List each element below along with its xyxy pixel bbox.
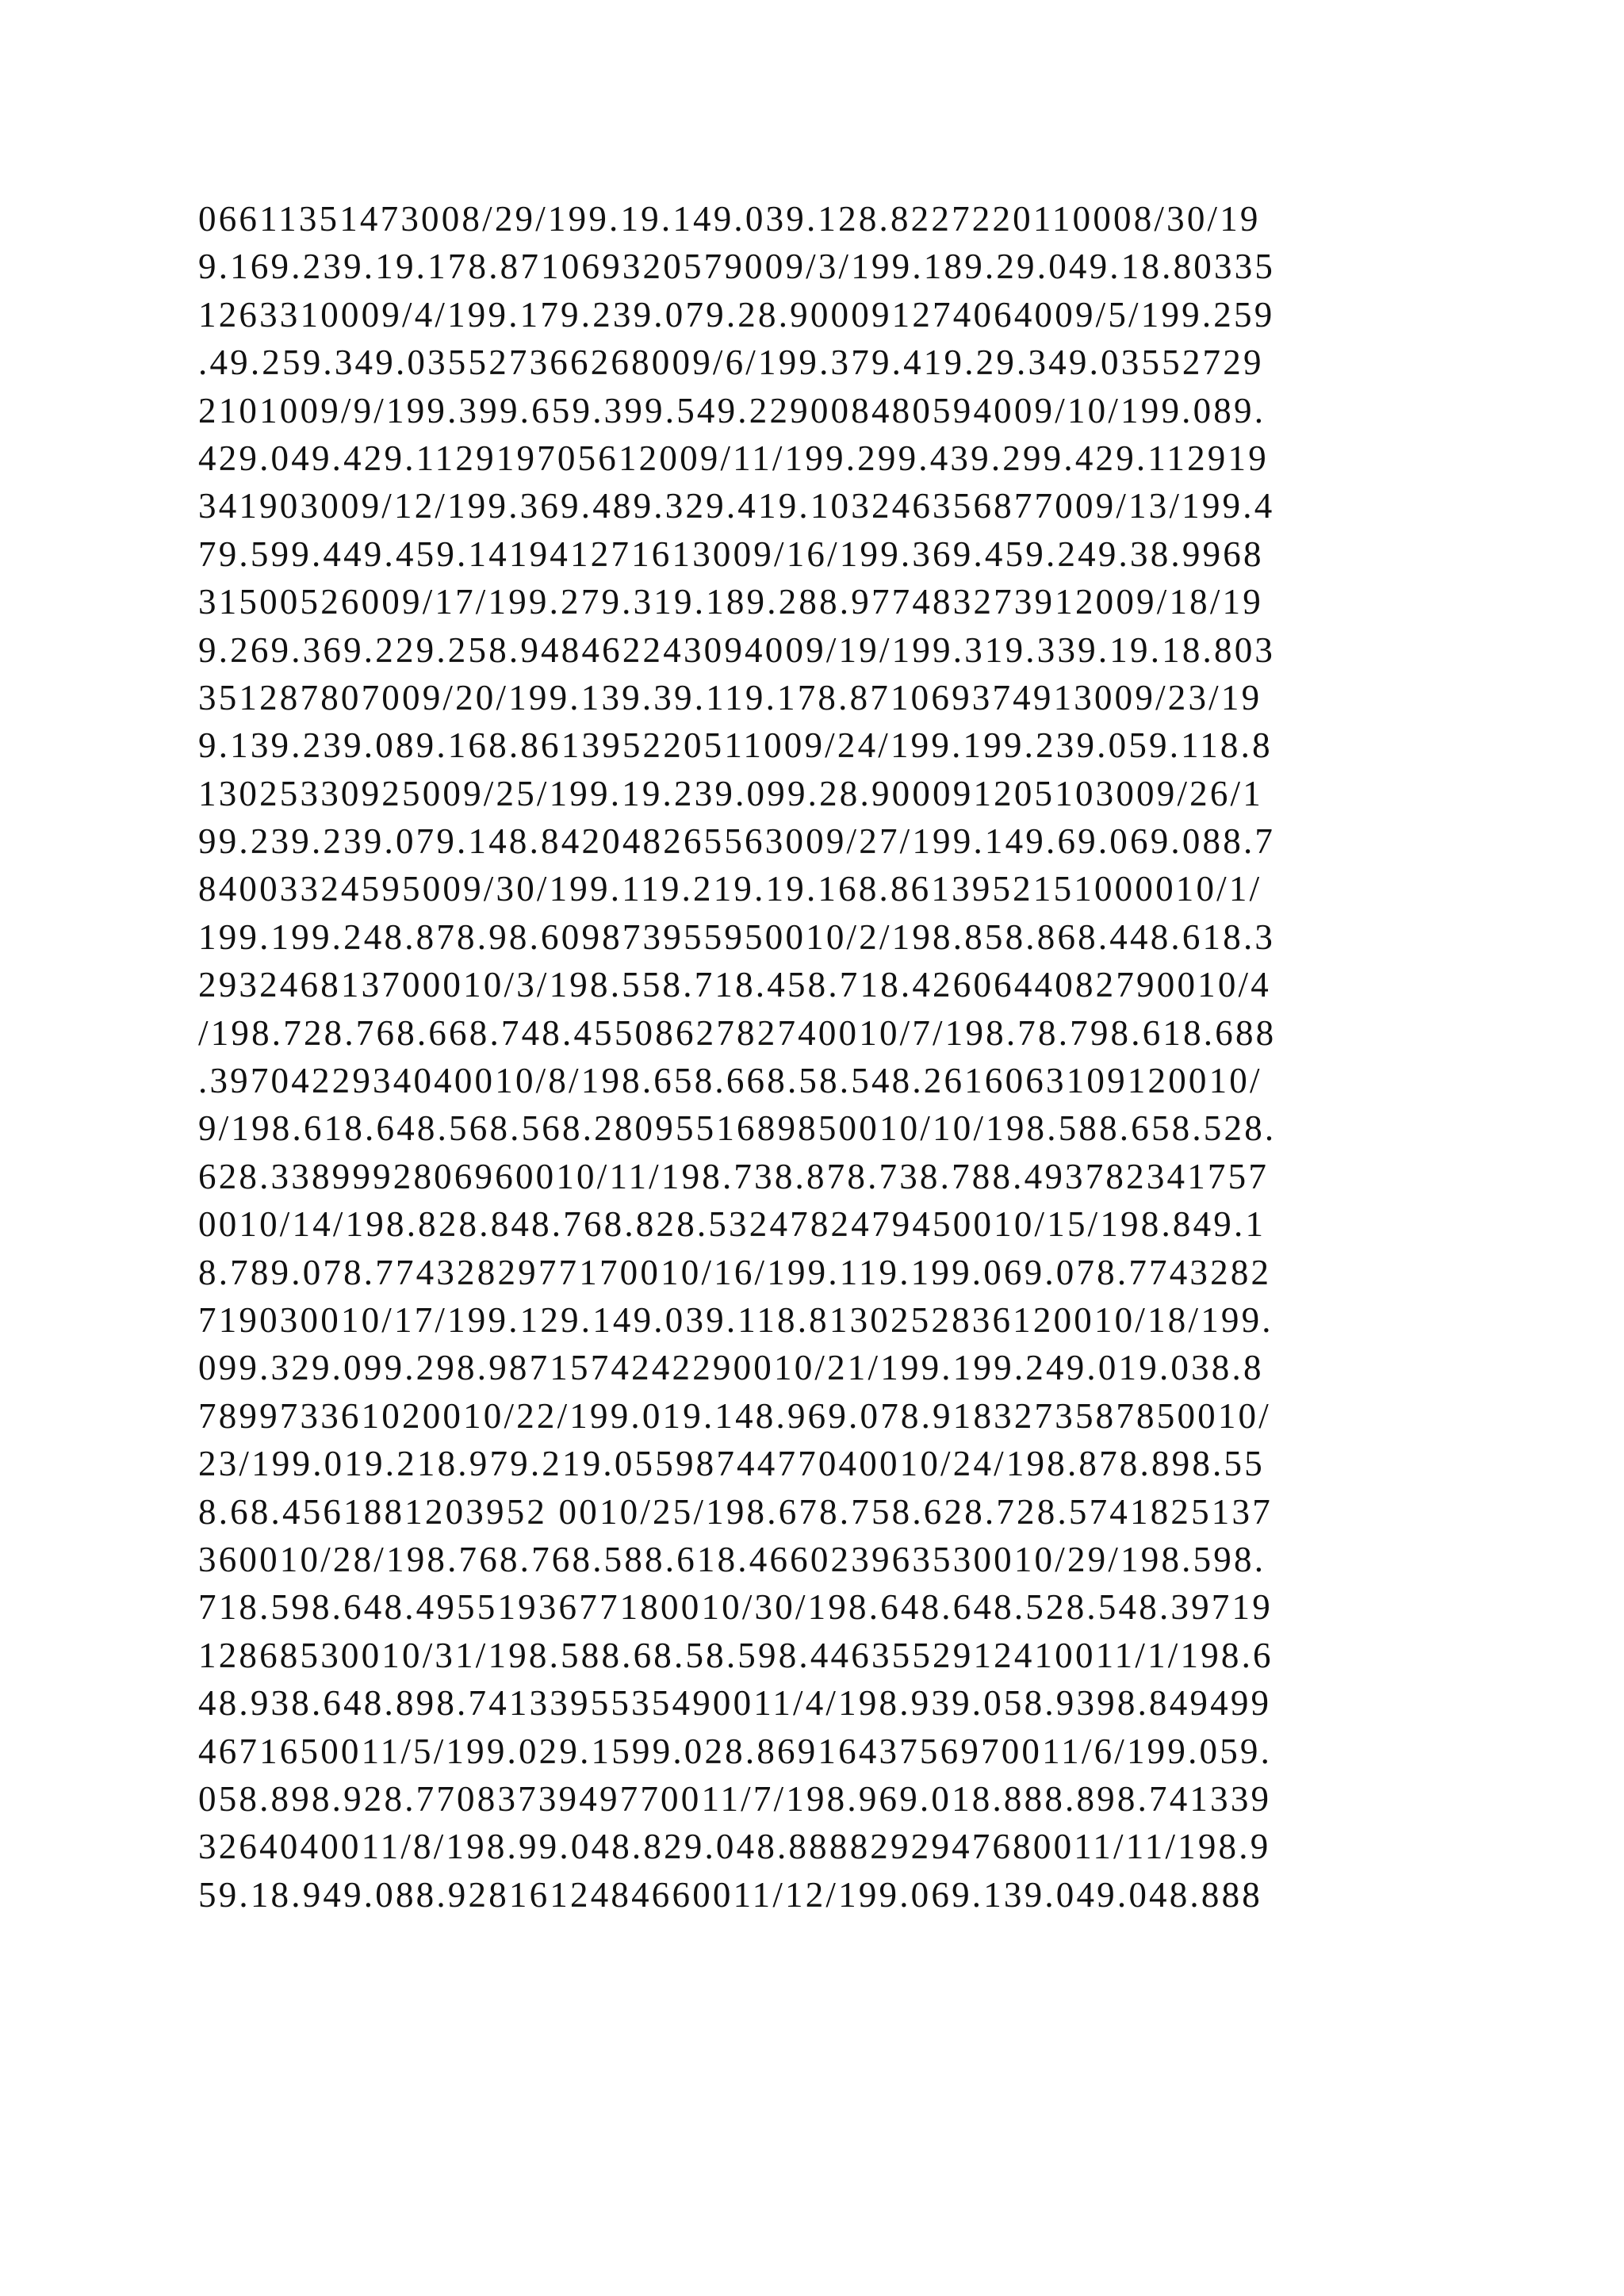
text-line-2: 9.169.239.19.178.871069320579009/3/199.189.29.049.18.80335 xyxy=(198,247,1276,287)
text-line-27: 23/199.019.218.979.219.0559874477040010/24/198.878.898.55 xyxy=(198,1444,1265,1484)
text-line-29: 360010/28/198.768.768.588.618.466023963530010/29/198.598. xyxy=(198,1539,1266,1579)
text-line-26: 789973361020010/22/199.019.148.969.078.9183273587850010/ xyxy=(198,1395,1271,1436)
text-line-21: 628.3389992806960010/11/198.738.878.738.788.493782341757 xyxy=(198,1156,1270,1196)
text-line-34: 058.898.928.7708373949770011/7/198.969.018.888.898.741339 xyxy=(198,1778,1272,1819)
text-line-14: 99.239.239.079.148.842048265563009/27/199.149.69.069.088.7 xyxy=(198,821,1276,862)
text-line-12: 9.139.239.089.168.861395220511009/24/199.199.239.059.118.8 xyxy=(198,725,1273,766)
text-line-13: 13025330925009/25/199.19.239.099.28.900091205103009/26/1 xyxy=(198,773,1263,813)
text-line-35: 3264040011/8/198.99.048.829.048.8888292947680011/11/198.9 xyxy=(198,1827,1271,1867)
text-line-1: 06611351473008/29/199.19.149.039.128.8227220110008/30/19 xyxy=(198,199,1261,239)
text-line-30: 718.598.648.4955193677180010/30/198.648.648.528.548.39719 xyxy=(198,1587,1273,1628)
text-line-16: 199.199.248.878.98.609873955950010/2/198.858.868.448.618.3 xyxy=(198,916,1276,957)
text-line-22: 0010/14/198.828.848.768.828.5324782479450010/15/198.849.1 xyxy=(198,1204,1266,1245)
text-line-32: 48.938.648.898.7413395535490011/4/198.939.058.9398.849499 xyxy=(198,1683,1272,1724)
text-line-6: 429.049.429.112919705612009/11/199.299.439.299.429.112919 xyxy=(198,438,1269,478)
text-line-8: 79.599.449.459.141941271613009/16/199.369.459.249.38.9968 xyxy=(198,534,1264,574)
text-line-19: .3970422934040010/8/198.658.668.58.548.2616063109120010/ xyxy=(198,1061,1262,1101)
text-line-17: 293246813700010/3/198.558.718.458.718.4260644082790010/4 xyxy=(198,965,1271,1005)
text-line-9: 31500526009/17/199.279.319.189.288.977483273912009/18/19 xyxy=(198,582,1263,622)
text-line-36: 59.18.949.088.9281612484660011/12/199.069.139.049.048.888 xyxy=(198,1874,1262,1915)
text-line-23: 8.789.078.7743282977170010/16/199.119.199.069.078.7743282 xyxy=(198,1252,1272,1292)
text-line-24: 719030010/17/199.129.149.039.118.8130252836120010/18/199. xyxy=(198,1299,1274,1340)
text-line-15: 84003324595009/30/199.119.219.19.168.8613952151000010/1/ xyxy=(198,869,1262,909)
text-line-11: 351287807009/20/199.139.39.119.178.871069374913009/23/19 xyxy=(198,677,1262,718)
text-line-18: /198.728.768.668.748.4550862782740010/7/198.78.798.618.688 xyxy=(198,1012,1277,1053)
body-text xyxy=(198,195,1451,1919)
text-line-31: 12868530010/31/198.588.68.58.598.4463552912410011/1/198.6 xyxy=(198,1635,1274,1675)
text-line-10: 9.269.369.229.258.948462243094009/19/199.319.339.19.18.803 xyxy=(198,629,1276,670)
text-line-5: 2101009/9/199.399.659.399.549.229008480594009/10/199.089. xyxy=(198,390,1266,430)
text-line-25: 099.329.099.298.9871574242290010/21/199.199.249.019.038.8 xyxy=(198,1348,1264,1388)
text-line-7: 341903009/12/199.369.489.329.419.103246356877009/13/199.4 xyxy=(198,486,1275,526)
text-line-28: 8.68.4561881203952 0010/25/198.678.758.628.728.5741825137 xyxy=(198,1491,1273,1532)
text-line-3: 1263310009/4/199.179.239.079.28.900091274064009/5/199.259 xyxy=(198,294,1275,335)
text-line-20: 9/198.618.648.568.568.2809551689850010/10/198.588.658.528. xyxy=(198,1108,1277,1149)
text-line-33: 4671650011/5/199.029.1599.028.8691643756970011/6/199.059. xyxy=(198,1731,1273,1771)
text-line-4: .49.259.349.035527366268009/6/199.379.419.29.349.03552729 xyxy=(198,342,1264,383)
